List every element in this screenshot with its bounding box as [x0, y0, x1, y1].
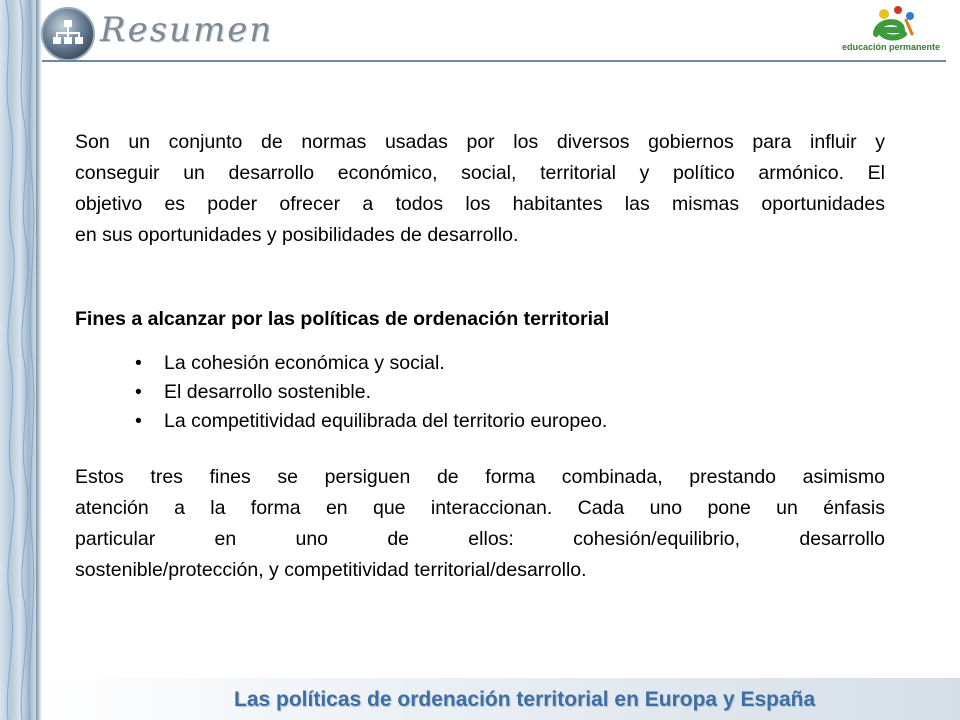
list-item — [135, 349, 607, 378]
closing-line: Estos tres fines se persiguen de forma combinada, prestando asimismo — [75, 466, 885, 488]
list-item-text: El desarrollo sostenible. — [164, 381, 372, 403]
list-item — [135, 378, 607, 407]
educacion-permanente-logo — [836, 4, 952, 64]
left-decorative-border — [0, 0, 36, 720]
section-subtitle: Fines a alcanzar por las políticas de ordenación territorial — [75, 308, 610, 330]
bullet-mark: • — [135, 381, 142, 403]
closing-line: particular en uno de ellos: cohesión/equilibrio, desarrollo — [75, 528, 885, 550]
intro-line: Son un conjunto de normas usadas por los diversos gobiernos para influir y — [75, 131, 885, 153]
org-chart-icon — [40, 6, 96, 62]
goals-list — [135, 349, 607, 436]
intro-line: conseguir un desarrollo económico, social, territorial y político armónico. El — [75, 162, 885, 184]
footer-title: Las políticas de ordenación territorial en Europa y España — [234, 688, 816, 711]
closing-line: sostenible/protección, y competitividad territorial/desarrollo. — [75, 559, 587, 581]
list-item-text: La cohesión económica y social. — [164, 352, 445, 374]
left-border-shadow — [36, 0, 42, 720]
header-divider — [42, 60, 946, 62]
list-item-text: La competitividad equilibrada del territorio europeo. — [164, 410, 608, 432]
page-title: Resumen — [100, 10, 274, 50]
closing-line: atención a la forma en que interaccionan. Cada uno pone un énfasis — [75, 497, 885, 519]
bullet-mark: • — [135, 410, 142, 432]
closing-paragraph — [75, 462, 885, 586]
intro-paragraph — [75, 127, 885, 251]
list-item — [135, 407, 607, 436]
bullet-mark: • — [135, 352, 142, 374]
logo-text: educación permanente — [842, 42, 941, 52]
intro-line: objetivo es poder ofrecer a todos los habitantes las mismas oportunidades — [75, 193, 885, 215]
intro-line: en sus oportunidades y posibilidades de desarrollo. — [75, 224, 519, 246]
